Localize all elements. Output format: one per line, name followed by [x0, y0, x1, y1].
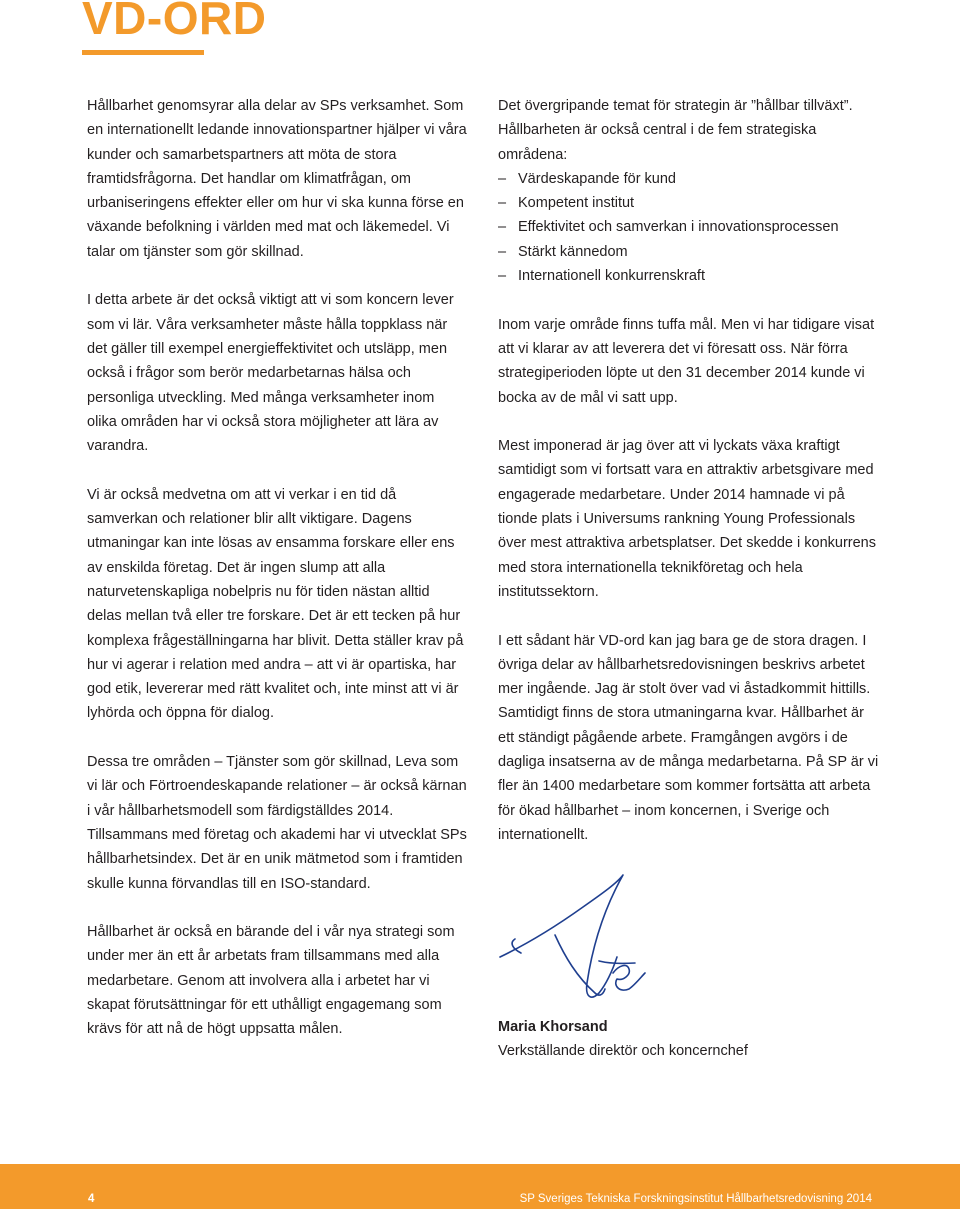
body-paragraph: I ett sådant här VD-ord kan jag bara ge de stora dragen. I övriga delar av hållbarhetsredovisningen beskrivs arbetet mer ingående. Jag är stolt över vad vi åstadkommit hittills. Samtidigt finns de stora utmaningarna kvar. Hållbarhet är ett ständigt pågående arbete. Framgången avgörs i de dagliga insatserna av de många medarbetarna. På SP är vi fler än 1400 medarbetare som kommer fortsätta att arbeta för ökad hållbarhet – inom koncernen, i Sverige och internationellt.: [498, 632, 879, 843]
body-paragraph: Dessa tre områden – Tjänster som gör skillnad, Leva som vi lär och Förtroendeskapande relationer – är också kärnan i vår hållbarhetsmodell som färdigställdes 2014. Tillsammans med företag och akademi har vi utvecklat SPs hållbarhetsindex. Det är en unik mätmetod som i framtiden skulle kunna förvandlas till en ISO-standard.: [87, 754, 467, 892]
list-item: – Stärkt kännedom: [498, 240, 883, 264]
list-item: – Effektivitet och samverkan i innovationsprocessen: [498, 215, 883, 239]
list-item: – Värdeskapande för kund: [498, 167, 883, 191]
body-paragraph: Hållbarhet är också en bärande del i vår nya strategi som under mer än ett år arbetats fram tillsammans med alla medarbetare. Genom att involvera alla i arbetet har vi skapat förutsättningar för ett uthålligt engagemang som krävs för att nå de högt uppsatta målen.: [87, 924, 455, 1038]
strategic-areas-list: [498, 167, 883, 288]
page-title: VD-ORD: [82, 0, 267, 44]
list-item: – Kompetent institut: [498, 191, 883, 215]
publication-line: SP Sveriges Tekniska Forskningsinstitut Hållbarhetsredovisning 2014: [519, 1193, 872, 1205]
body-paragraph: Mest imponerad är jag över att vi lyckats växa kraftigt samtidigt som vi fortsatt vara en attraktiv arbetsgivare med engagerade medarbetare. Under 2014 hamnade vi på tionde plats i Universums rankning Young Professionals över mest attraktiva arbetsplatser. Det skedde i konkurrens med stora internationella teknikföretag och hela institutssektorn.: [498, 438, 876, 600]
list-item: – Internationell konkurrenskraft: [498, 264, 883, 288]
body-paragraph: Vi är också medvetna om att vi verkar i en tid då samverkan och relationer blir allt viktigare. Dagens utmaningar kan inte lösas av ensamma forskare eller ens av enskilda företag. Det är ingen slump att alla naturvetenskapliga nobelpris nu för tiden nästan alltid delas mellan två eller tre forskare. Det är ett tecken på hur komplexa frågeställningarna har blivit. Detta ställer krav på hur vi agerar i relation med andra – att vi är opartiska, har god etik, levererar med rätt kvalitet och, inte minst att vi är lyhörda och öppna för dialog.: [87, 486, 464, 722]
page-footer: [0, 1164, 960, 1209]
body-paragraph: I detta arbete är det också viktigt att vi som koncern lever som vi lär. Våra verksamheter måste hålla toppklass när det gäller till exempel energieffektivitet och utsläpp, men också i frågor som berör medarbetarnas hälsa och personliga utveckling. Med många verksamheter inom olika områden har vi också stora möjligheter att lära av varandra.: [87, 292, 454, 455]
body-paragraph: Hållbarhet genomsyrar alla delar av SPs verksamhet. Som en internationellt ledande innovationspartner hjälper vi våra kunder och samarbetspartners att möta de stora framtidsfrågorna. Det handlar om klimatfrågan, om urbaniseringens effekter eller om hur vi ska kunna förse en växande befolkning i världen med mat och läkemedel. Vi talar om tjänster som gör skillnad.: [87, 98, 467, 260]
body-paragraph: Inom varje område finns tuffa mål. Men vi har tidigare visat att vi klarar av att leverera det vi föresatt oss. När förra strategiperioden löpte ut den 31 december 2014 kunde vi bocka av de mål vi satt upp.: [498, 316, 875, 406]
signatory-name: Maria Khorsand: [498, 1019, 608, 1035]
handwritten-signature: [495, 865, 675, 1015]
right-column: [498, 94, 883, 872]
page-number: 4: [88, 1193, 95, 1205]
left-column: [87, 94, 467, 1066]
title-underline: [82, 50, 204, 55]
signatory-role: Verkställande direktör och koncernchef: [498, 1043, 748, 1059]
strategy-intro: Det övergripande temat för strategin är ”hållbar tillväxt”. Hållbarheten är också central i de fem strategiska områdena:: [498, 98, 853, 163]
